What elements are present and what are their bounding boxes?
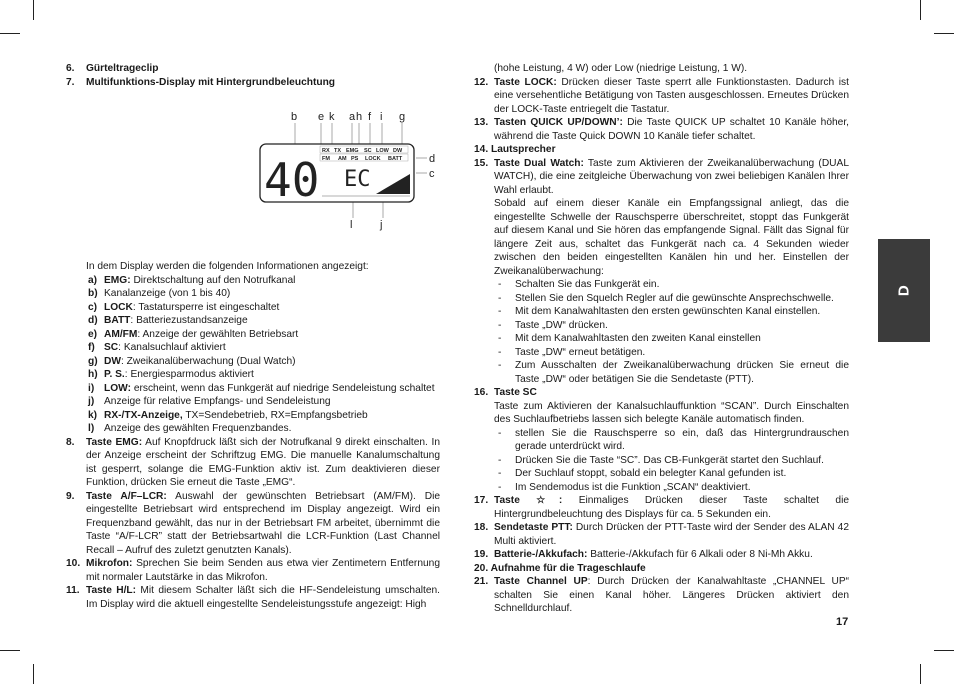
heading-6: 6. Gürteltrageclip [66, 63, 159, 74]
item-title: Taste EMG: [86, 436, 143, 448]
item-number: 11. [66, 585, 80, 596]
display-item-letter: l) [88, 423, 95, 434]
list-item-text: Schalten Sie das Funkgerät ein. [515, 279, 660, 290]
crop-mark [920, 0, 921, 20]
dual-watch-steps [474, 278, 849, 386]
heading-7: 7. Multifunktions-Display mit Hintergrundbeleuchtung [66, 76, 336, 88]
display-item-label: DW [104, 355, 121, 367]
display-item-text: : Batteriezustandsanzeige [130, 315, 248, 326]
item-18: 18. Sendetaste PTT: Durch Drücken der PTT-Taste wird der Sender des ALAN 42 Multi aktiviert. [474, 522, 849, 547]
lcd-rx: RX [322, 148, 330, 154]
item-text: Auf Knopfdruck läßt sich der Notrufkanal 9 direkt einschalten. In der Anzeige erscheint der Schriftzug EMG. Die manuelle Kanalumschaltung ist gesperrt, solange die EMG-Funktion aktiv ist. Zum deaktivieren dieser Funktion, drücken Sie erneut die Taste „EMG“. [86, 436, 440, 488]
list-item [474, 454, 849, 468]
item-17: 17. Taste ☆: Einmaliges Drücken dieser Taste schaltet die Hintergrundbeleuchtung des Displays für ca. 5 Sekunden ein. [474, 495, 849, 520]
crop-mark [33, 664, 34, 684]
callout-l: l [350, 219, 353, 231]
callout-i: i [380, 111, 383, 123]
display-item [66, 287, 440, 301]
display-item-text: : Anzeige der gewählten Betriebsart [137, 328, 299, 340]
lcd-signal-bar [376, 174, 410, 194]
display-item-letter: b) [88, 288, 98, 299]
item-20: 20. Aufnahme für die Trageschlaufe [474, 562, 646, 574]
lcd-lock: LOCK [365, 156, 381, 162]
item-21: 21. Taste Channel UP: Durch Drücken der Kanalwahltaste „CHANNEL UP“ schalten Sie einen Kanal höher. Längeres Drücken aktiviert den Schnelldurchlauf. [474, 576, 850, 614]
display-item [66, 274, 440, 288]
lcd-am: AM [338, 156, 347, 162]
display-item-text: Anzeige des gewählten Frequenzbandes. [104, 423, 292, 434]
list-item-text: Im Sendemodus ist die Funktion „SCAN“ deaktiviert. [515, 481, 751, 493]
list-item-text: Der Suchlauf stoppt, sobald ein belegter Kanal gefunden ist. [515, 468, 787, 479]
display-item [66, 341, 440, 355]
list-item [474, 481, 849, 495]
list-item [474, 305, 849, 319]
item-title: Mikrofon: [86, 558, 133, 569]
display-item [66, 395, 440, 409]
display-item-label: SC [104, 342, 119, 353]
item-number: 8. [66, 436, 75, 448]
crop-mark [934, 650, 954, 651]
display-item-letter: j) [88, 396, 95, 407]
callout-h: h [356, 111, 363, 123]
display-item-label: P. S. [104, 369, 125, 380]
list-item [474, 346, 849, 360]
dash-marker: - [498, 319, 502, 331]
display-items [66, 274, 440, 436]
list-item-text: Mit dem Kanalwahltasten den ersten gewünschten Kanal einstellen. [515, 306, 821, 317]
display-item-label: AM/FM [104, 328, 138, 340]
display-item-text: : Tastatursperre ist eingeschaltet [132, 301, 280, 313]
dash-marker: - [498, 292, 502, 304]
display-item [66, 314, 440, 328]
display-item-text: TX=Sendebetrieb, RX=Empfangsbetrieb [182, 409, 368, 421]
dash-marker: - [498, 454, 502, 466]
item-title: Taste H/L: [86, 585, 137, 596]
dash-marker: - [498, 279, 502, 290]
list-item-text: Drücken Sie die Taste “SC”. Das CB-Funkgerät startet den Suchlauf. [515, 454, 824, 466]
display-item [66, 355, 440, 369]
display-item-label: LOW: [104, 382, 131, 394]
left-item [66, 584, 440, 611]
display-item-letter: f) [88, 342, 95, 353]
lcd-emg: EMG [346, 148, 359, 154]
item-text: Sprechen Sie beim Senden aus etwa vier Zentimetern Entfernung mit normaler Lautstärke in das Mikrofon. [86, 558, 440, 583]
crop-mark [33, 0, 34, 20]
display-item-letter: a) [88, 274, 98, 286]
continuation-text: (hohe Leistung, 4 W) oder Low (niedrige Leistung, 1 W). [494, 63, 748, 74]
scan-steps [474, 427, 849, 495]
dash-marker: - [498, 481, 502, 493]
display-item-letter: e) [88, 328, 98, 340]
item-13: 13. Tasten QUICK UP/DOWN’: Die Taste QUICK UP schaltet 10 Kanäle höher, während die Taste Quick DOWN 10 Kanäle tiefer schaltet. [474, 117, 849, 142]
dash-marker: - [498, 346, 502, 358]
dash-marker: - [498, 306, 502, 317]
display-item-letter: c) [88, 301, 98, 313]
list-item-text: stellen Sie die Rauschsperre so ein, daß das Hintergrundrauschen gerade unterdrückt wird. [515, 427, 849, 452]
dash-marker: - [498, 427, 502, 439]
crop-mark [0, 650, 20, 651]
list-item-text: Taste „DW“ drücken. [515, 319, 608, 331]
display-item-text: : Kanalsuchlauf aktiviert [118, 342, 226, 353]
left-items [66, 436, 440, 612]
list-item [474, 292, 849, 306]
item-text: Auswahl der gewünschten Betriebsart (AM/FM). Die eingestellte Betriebsart wird entsprechend im Display angezeigt. Wird ein Frequenzband gewählt, das nur in der Betriebsart FM arbeitet, übernimmt die Taste “A/F-LCR” statt der Betriebsartwahl die LCR-Funktion (Last Channel Recall – Aufruf des zuletzt genutzten Kanals). [86, 490, 441, 556]
callout-d: d [429, 153, 436, 165]
display-item [66, 409, 440, 423]
item-14: 14. Lautsprecher [474, 144, 556, 155]
callout-a: a [349, 111, 356, 123]
display-intro: In dem Display werden die folgenden Informationen angezeigt: [86, 261, 369, 272]
callout-e: e [318, 111, 325, 123]
list-item-text: Zum Ausschalten der Zweikanalüberwachung drücken Sie erneut die Taste „DW“ oder betätigen Sie die Sendetaste (PTT). [515, 360, 849, 385]
display-item [66, 301, 440, 315]
lcd-big-digits: 40 [264, 153, 320, 207]
list-item [474, 278, 849, 292]
lcd-dw: DW [393, 148, 403, 154]
list-item [474, 359, 849, 386]
list-item [474, 467, 849, 481]
display-item-label: RX-/TX-Anzeige, [104, 409, 183, 421]
display-item [66, 368, 440, 382]
item-title: Taste A/F–LCR: [86, 490, 167, 502]
dash-marker: - [498, 468, 502, 479]
item-12: 12. Taste LOCK: Drücken dieser Taste sperrt alle Funktionstasten. Dadurch ist eine versehentliche Betätigung von Tasten ausgeschlossen. Erneutes Drücken der LOCK-Taste entriegelt die Tastatur. [474, 76, 849, 115]
display-item-letter: d) [88, 315, 98, 326]
lcd-tx: TX [334, 148, 342, 154]
dash-marker: - [498, 360, 502, 371]
display-item-letter: k) [88, 409, 98, 421]
display-item-text: : Zweikanalüberwachung (Dual Watch) [120, 355, 296, 367]
item-16: 16. Taste SC [474, 387, 537, 398]
crop-mark [934, 33, 954, 34]
item-19: 19. Batterie-/Akkufach: Batterie-/Akkufach für 6 Alkali oder 8 Ni-Mh Akku. [474, 549, 813, 560]
item-15-para: Sobald auf einem dieser Kanäle ein Empfangssignal anliegt, das die eingestellte Schwelle der Rauschsperre überschreitet, stoppt das Funkgerät auf diesem Kanal und Sie hören das empfangende Signal. Fällt das Signal für längere Zeit aus, schaltet das Funkgerät nach ca. 4 Sekunden wieder zwischen den beiden eingestellten Kanälen hin und her. Einstellen der Zweikanalüberwachung: [494, 198, 849, 277]
display-item-letter: i) [88, 382, 95, 394]
display-item [66, 422, 440, 436]
left-item [66, 557, 440, 584]
right-column [474, 62, 849, 616]
display-item-text: Kanalanzeige (von 1 bis 40) [104, 288, 231, 299]
crop-mark [0, 33, 20, 34]
display-item-text: : Energiesparmodus aktiviert [124, 369, 254, 380]
crop-mark [920, 664, 921, 684]
item-text: Mit diesem Schalter läßt sich die HF-Sendeleistung umschalten. Im Display wird die aktuell eingestellte Sendeleistungsstufe angezeigt: High [86, 585, 440, 610]
item-16-text: Taste zum Aktivieren der Kanalsuchlauffunktion “SCAN”. Durch Einschalten des Suchlaufbetriebs lassen sich belegte Kanäle automatisch finden. [494, 400, 849, 425]
page-number: 17 [836, 616, 849, 628]
callout-j: j [380, 219, 383, 231]
display-item-letter: h) [88, 369, 98, 380]
callout-c: c [429, 168, 435, 180]
lcd-low: LOW [376, 148, 389, 154]
display-item-text: erscheint, wenn das Funkgerät auf niedrige Sendeleistung schaltet [130, 382, 435, 394]
language-tab: D [878, 239, 930, 342]
callout-g: g [399, 111, 406, 123]
display-item-text: Anzeige für relative Empfangs- und Sendeleistung [104, 396, 331, 407]
item-number: 10. [66, 558, 81, 569]
list-item [474, 319, 849, 333]
display-item-letter: g) [88, 355, 98, 367]
item-15: 15. Taste Dual Watch: Taste zum Aktivieren der Zweikanalüberwachung (DUAL WATCH), die eine zeitgleiche Überwachung von zwei beliebigen Kanälen Ihrer Wahl erlaubt. [474, 157, 849, 196]
dash-marker: - [498, 333, 502, 344]
display-item-label: EMG: [104, 274, 131, 286]
display-item-text: Direktschaltung auf den Notrufkanal [130, 274, 296, 286]
lcd-small-digits: EC [344, 167, 371, 192]
list-item-text: Taste „DW“ erneut betätigen. [515, 346, 646, 358]
callout-b: b [291, 111, 298, 123]
lcd-fm: FM [322, 156, 330, 162]
left-item [66, 490, 440, 558]
lcd-sc: SC [364, 148, 372, 154]
display-item-label: BATT [104, 315, 131, 326]
callout-f: f [368, 111, 372, 123]
left-item [66, 436, 440, 490]
list-item [474, 332, 849, 346]
lcd-batt: BATT [388, 156, 403, 162]
callout-k: k [329, 111, 335, 123]
list-item [474, 427, 849, 454]
lcd-ps: PS [351, 156, 359, 162]
list-item-text: Mit dem Kanalwahltasten den zweiten Kanal einstellen [515, 333, 761, 344]
display-item [66, 382, 440, 396]
display-item [66, 328, 440, 342]
lcd-display-diagram [258, 108, 444, 234]
list-item-text: Stellen Sie den Squelch Regler auf die gewünschte Ansprechschwelle. [515, 292, 834, 304]
item-number: 9. [66, 490, 75, 502]
display-item-label: LOCK [104, 301, 133, 313]
